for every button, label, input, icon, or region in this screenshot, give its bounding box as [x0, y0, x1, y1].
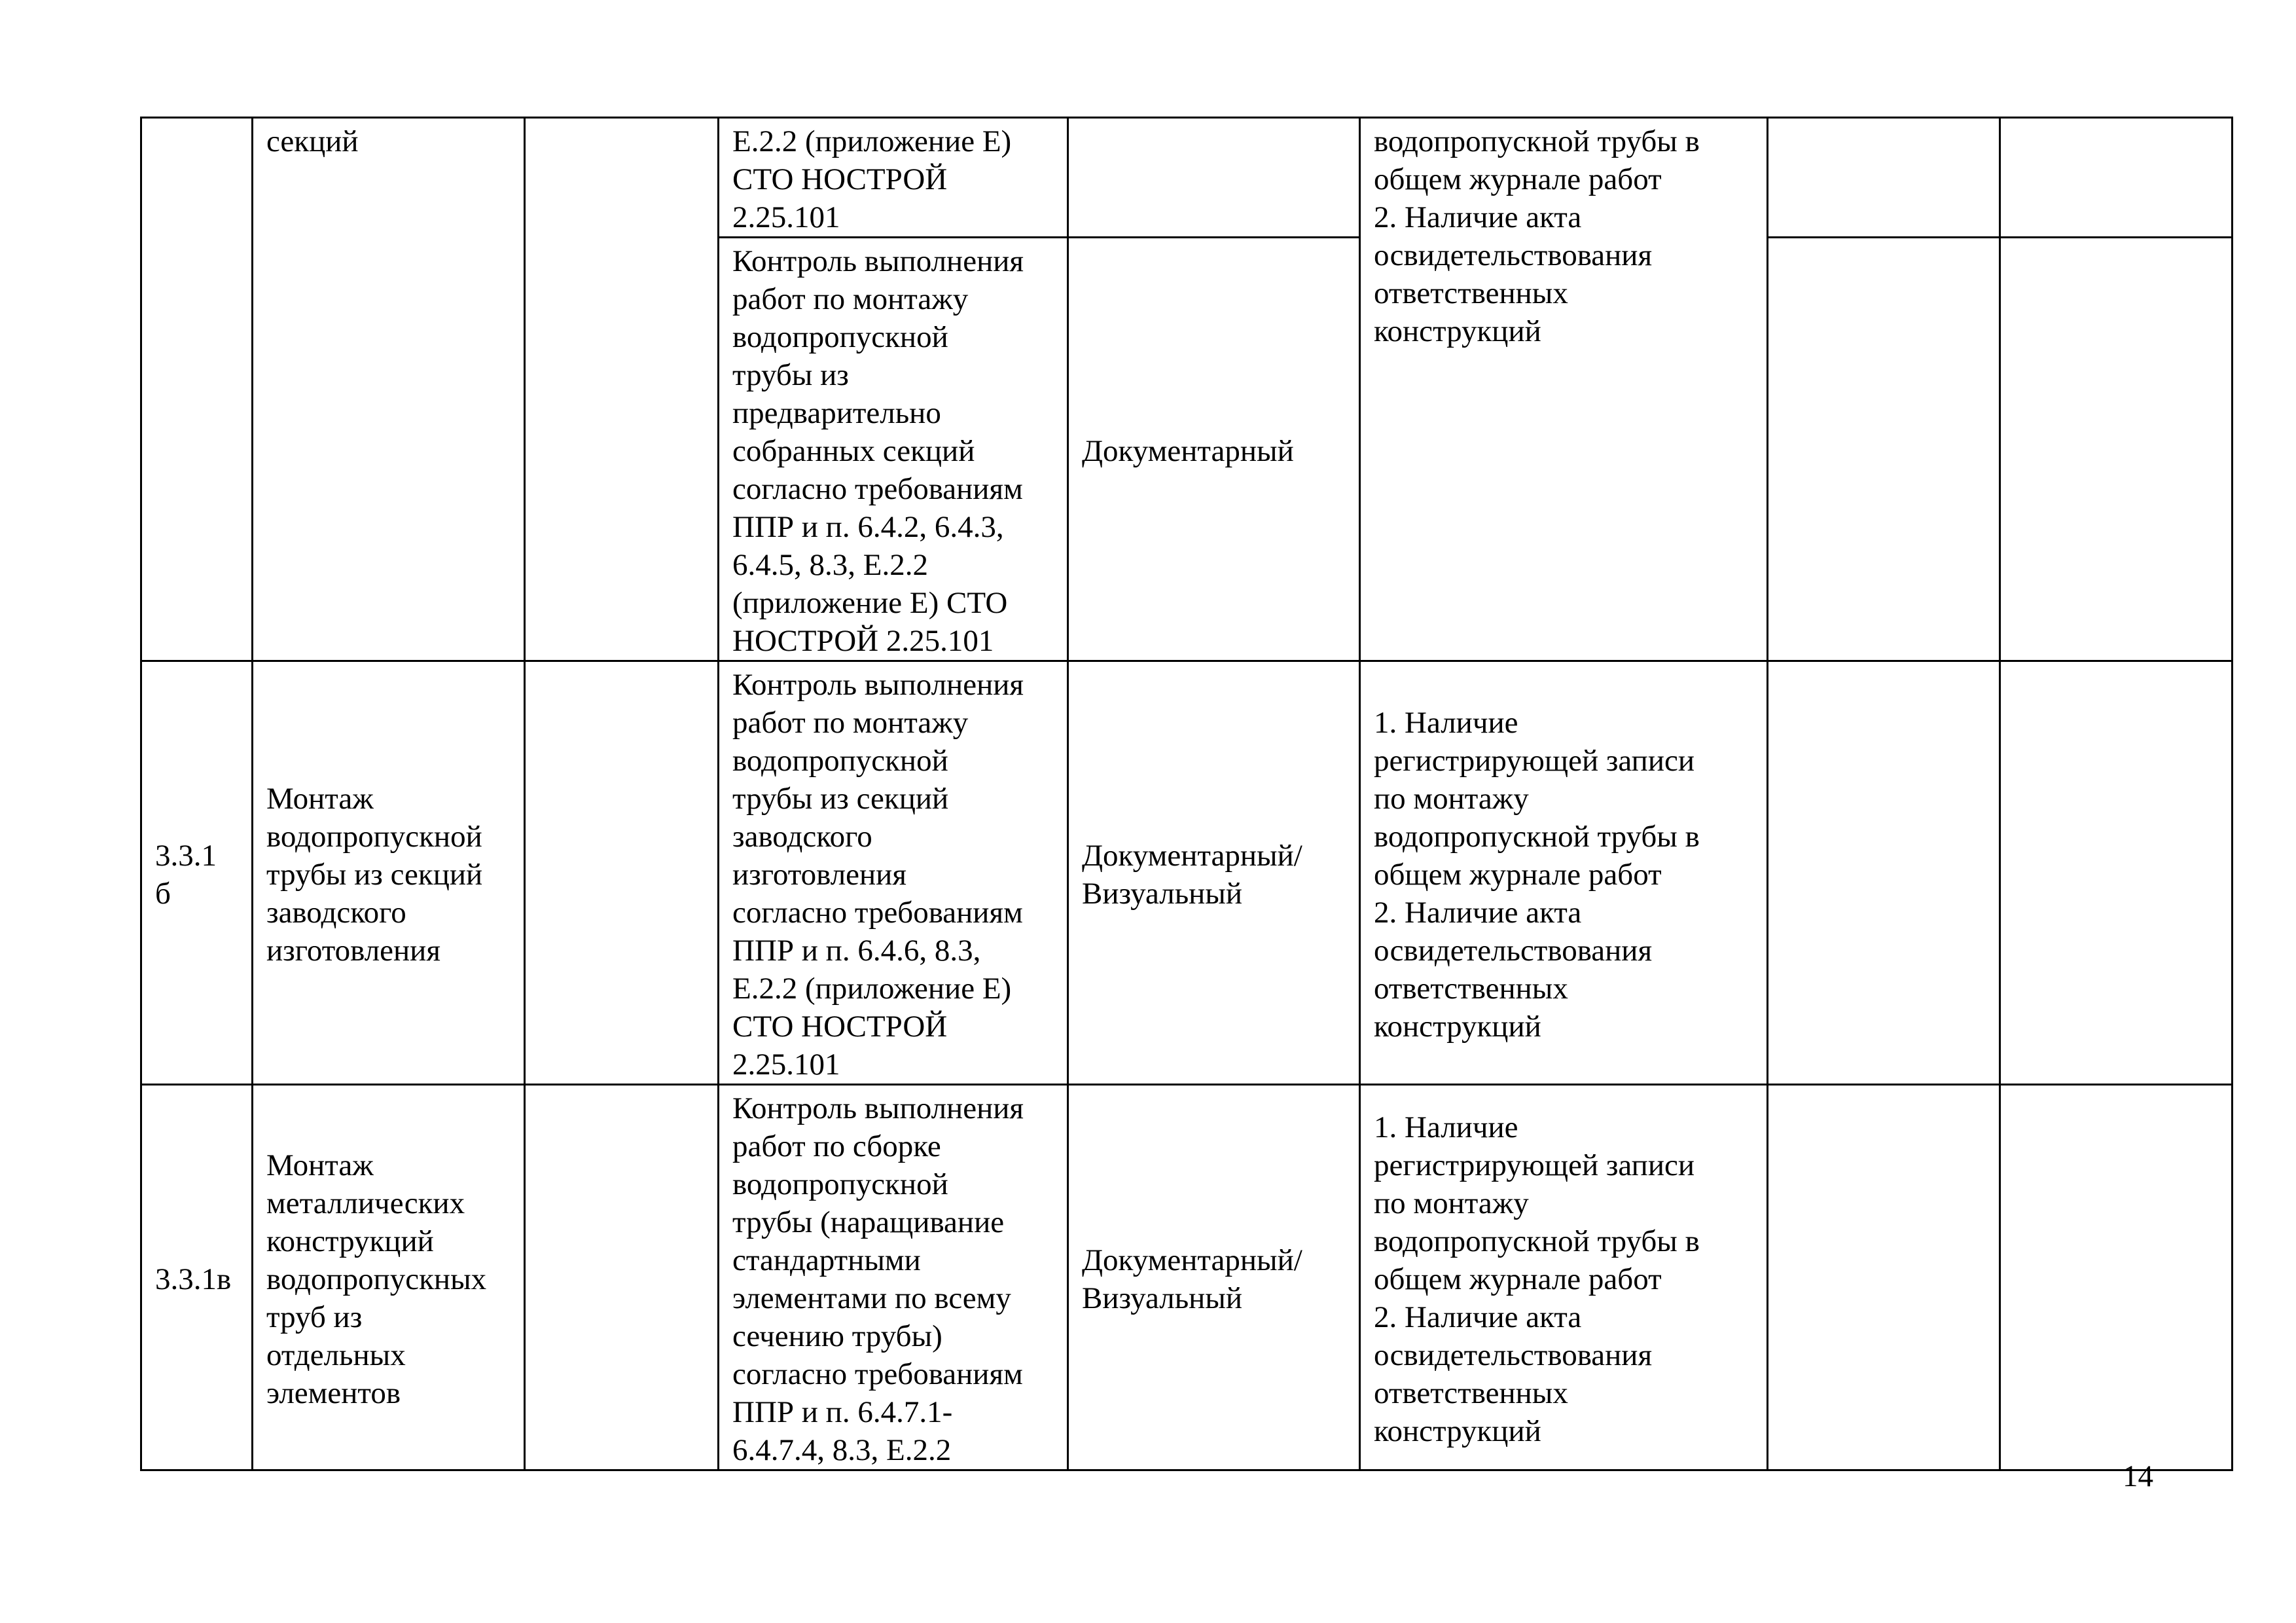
cell-method-continuation-b: Документарный — [1068, 238, 1360, 661]
cell-empty-3-3-1v — [525, 1085, 719, 1470]
cell-control-3-3-1b: Контроль выполнения работ по монтажу водопропускной трубы из секций заводского изготовления согласно требованиям ППР и п. 6.4.6, 8.3, Е.2.2 (приложение Е) СТО НОСТРОЙ 2.25.101 — [719, 661, 1068, 1085]
cell-result-continuation: водопропускной трубы в общем журнале работ 2. Наличие акта освидетельствования ответственных конструкций — [1360, 118, 1768, 661]
cell-result-3-3-1v: 1. Наличие регистрирующей записи по монтажу водопропускной трубы в общем журнале работ 2. Наличие акта освидетельствования ответственных конструкций — [1360, 1085, 1768, 1470]
control-table — [140, 117, 2233, 1471]
cell-extra1-continuation-a — [1768, 118, 2000, 238]
cell-name-3-3-1b: Монтаж водопропускной трубы из секций заводского изготовления — [253, 661, 525, 1085]
page-number: 14 — [2123, 1459, 2153, 1493]
cell-empty-continuation — [525, 118, 719, 661]
cell-extra1-3-3-1b — [1768, 661, 2000, 1085]
table-row-3-3-1v — [141, 1085, 2233, 1470]
cell-extra2-3-3-1v — [2000, 1085, 2233, 1470]
cell-method-continuation-a — [1068, 118, 1360, 238]
cell-extra1-3-3-1v — [1768, 1085, 2000, 1470]
cell-number-3-3-1b: 3.3.1 б — [141, 661, 253, 1085]
cell-method-3-3-1v: Документарный/ Визуальный — [1068, 1085, 1360, 1470]
cell-extra2-3-3-1b — [2000, 661, 2233, 1085]
cell-control-continuation-a: Е.2.2 (приложение Е) СТО НОСТРОЙ 2.25.101 — [719, 118, 1068, 238]
cell-name-3-3-1v: Монтаж металлических конструкций водопропускных труб из отдельных элементов — [253, 1085, 525, 1470]
cell-control-continuation-b: Контроль выполнения работ по монтажу водопропускной трубы из предварительно собранных секций согласно требованиям ППР и п. 6.4.2, 6.4.3, 6.4.5, 8.3, Е.2.2 (приложение Е) СТО НОСТРОЙ 2.25.101 — [719, 238, 1068, 661]
cell-control-3-3-1v: Контроль выполнения работ по сборке водопропускной трубы (наращивание стандартными элементами по всему сечению трубы) согласно требованиям ППР и п. 6.4.7.1- 6.4.7.4, 8.3, Е.2.2 — [719, 1085, 1068, 1470]
cell-extra2-continuation-b — [2000, 238, 2233, 661]
cell-empty-3-3-1b — [525, 661, 719, 1085]
table-row-continuation-a — [141, 118, 2233, 238]
cell-result-3-3-1b: 1. Наличие регистрирующей записи по монтажу водопропускной трубы в общем журнале работ 2. Наличие акта освидетельствования ответственных конструкций — [1360, 661, 1768, 1085]
cell-number-continuation — [141, 118, 253, 661]
cell-method-3-3-1b: Документарный/ Визуальный — [1068, 661, 1360, 1085]
cell-number-3-3-1v: 3.3.1в — [141, 1085, 253, 1470]
cell-extra1-continuation-b — [1768, 238, 2000, 661]
cell-extra2-continuation-a — [2000, 118, 2233, 238]
control-table-wrapper — [140, 117, 2231, 1471]
table-row-3-3-1b — [141, 661, 2233, 1085]
cell-name-continuation: секций — [253, 118, 525, 661]
